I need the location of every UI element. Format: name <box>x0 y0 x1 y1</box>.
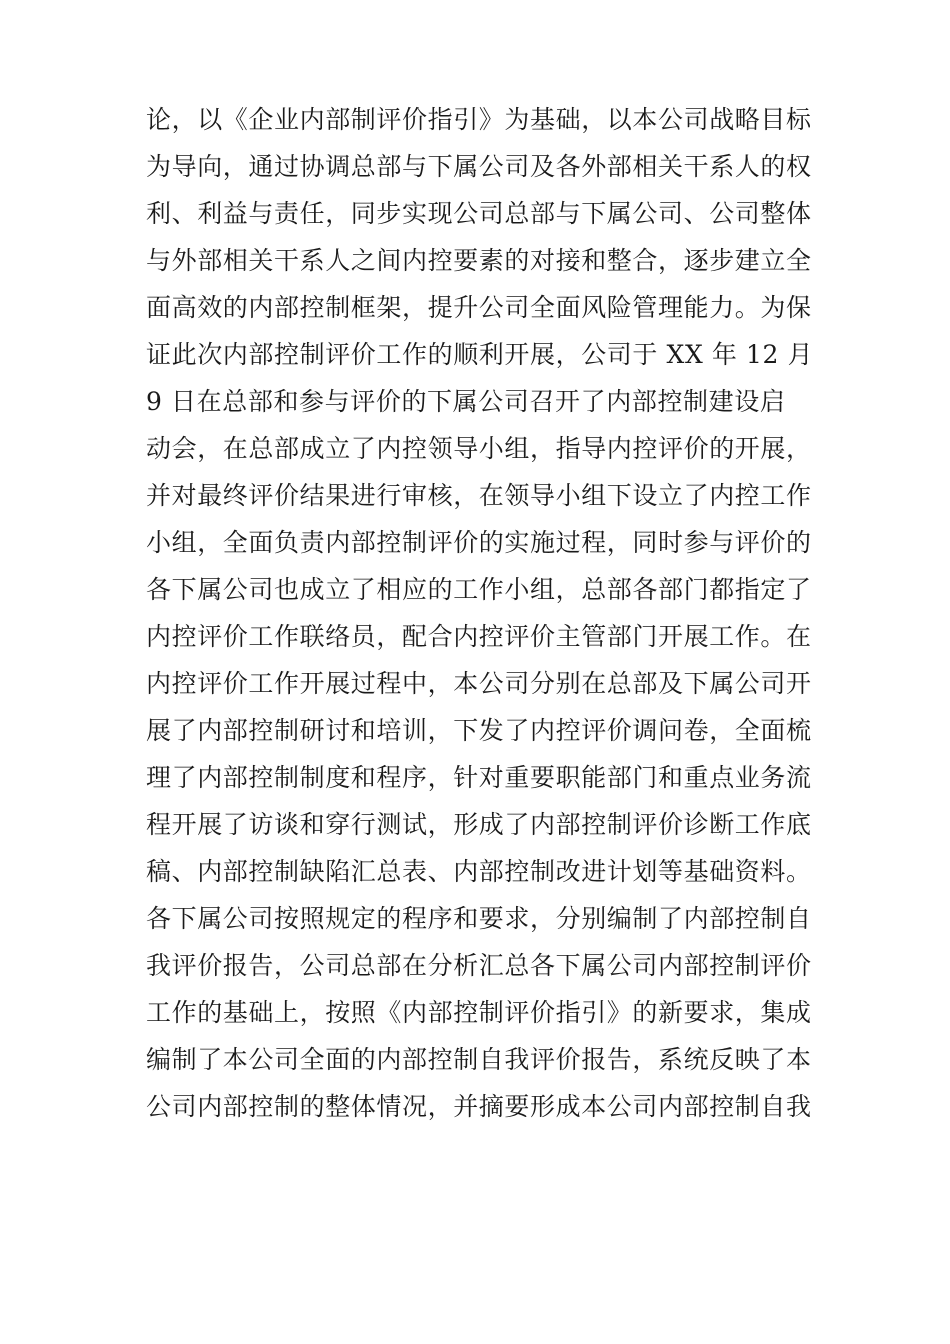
body-text <box>146 96 826 1130</box>
text-line: 工作的基础上，按照《内部控制评价指引》的新要求，集成 <box>146 998 812 1027</box>
text-line: 程开展了访谈和穿行测试，形成了内部控制评价诊断工作底 <box>146 810 812 839</box>
text-line: 面高效的内部控制框架，提升公司全面风险管理能力。为保 <box>146 293 812 322</box>
text-line: 内控评价工作开展过程中，本公司分别在总部及下属公司开 <box>146 669 812 698</box>
text-line: 论，以《企业内部制评价指引》为基础，以本公司战略目标 <box>146 105 812 134</box>
text-line: 与外部相关干系人之间内控要素的对接和整合，逐步建立全 <box>146 246 812 275</box>
text-line: 9 日在总部和参与评价的下属公司召开了内部控制建设启 <box>146 387 786 416</box>
text-line: 各下属公司按照规定的程序和要求，分别编制了内部控制自 <box>146 904 812 933</box>
text-line: 我评价报告，公司总部在分析汇总各下属公司内部控制评价 <box>146 951 812 980</box>
text-line: 小组，全面负责内部控制评价的实施过程，同时参与评价的 <box>146 528 812 557</box>
text-line: 为导向，通过协调总部与下属公司及各外部相关干系人的权 <box>146 152 812 181</box>
text-line: 公司内部控制的整体情况，并摘要形成本公司内部控制自我 <box>146 1092 812 1121</box>
text-line: 利、利益与责任，同步实现公司总部与下属公司、公司整体 <box>146 199 812 228</box>
text-line: 稿、内部控制缺陷汇总表、内部控制改进计划等基础资料。 <box>146 857 812 886</box>
text-line: 展了内部控制研讨和培训，下发了内控评价调问卷，全面梳 <box>146 716 812 745</box>
text-line: 各下属公司也成立了相应的工作小组，总部各部门都指定了 <box>146 575 812 604</box>
text-line: 证此次内部控制评价工作的顺利开展，公司于 XX 年 12 月 <box>146 340 814 369</box>
text-line: 动会，在总部成立了内控领导小组，指导内控评价的开展， <box>146 434 812 463</box>
text-line: 并对最终评价结果进行审核，在领导小组下设立了内控工作 <box>146 481 812 510</box>
text-line: 理了内部控制制度和程序，针对重要职能部门和重点业务流 <box>146 763 812 792</box>
text-line: 内控评价工作联络员，配合内控评价主管部门开展工作。在 <box>146 622 812 651</box>
text-line: 编制了本公司全面的内部控制自我评价报告，系统反映了本 <box>146 1045 812 1074</box>
